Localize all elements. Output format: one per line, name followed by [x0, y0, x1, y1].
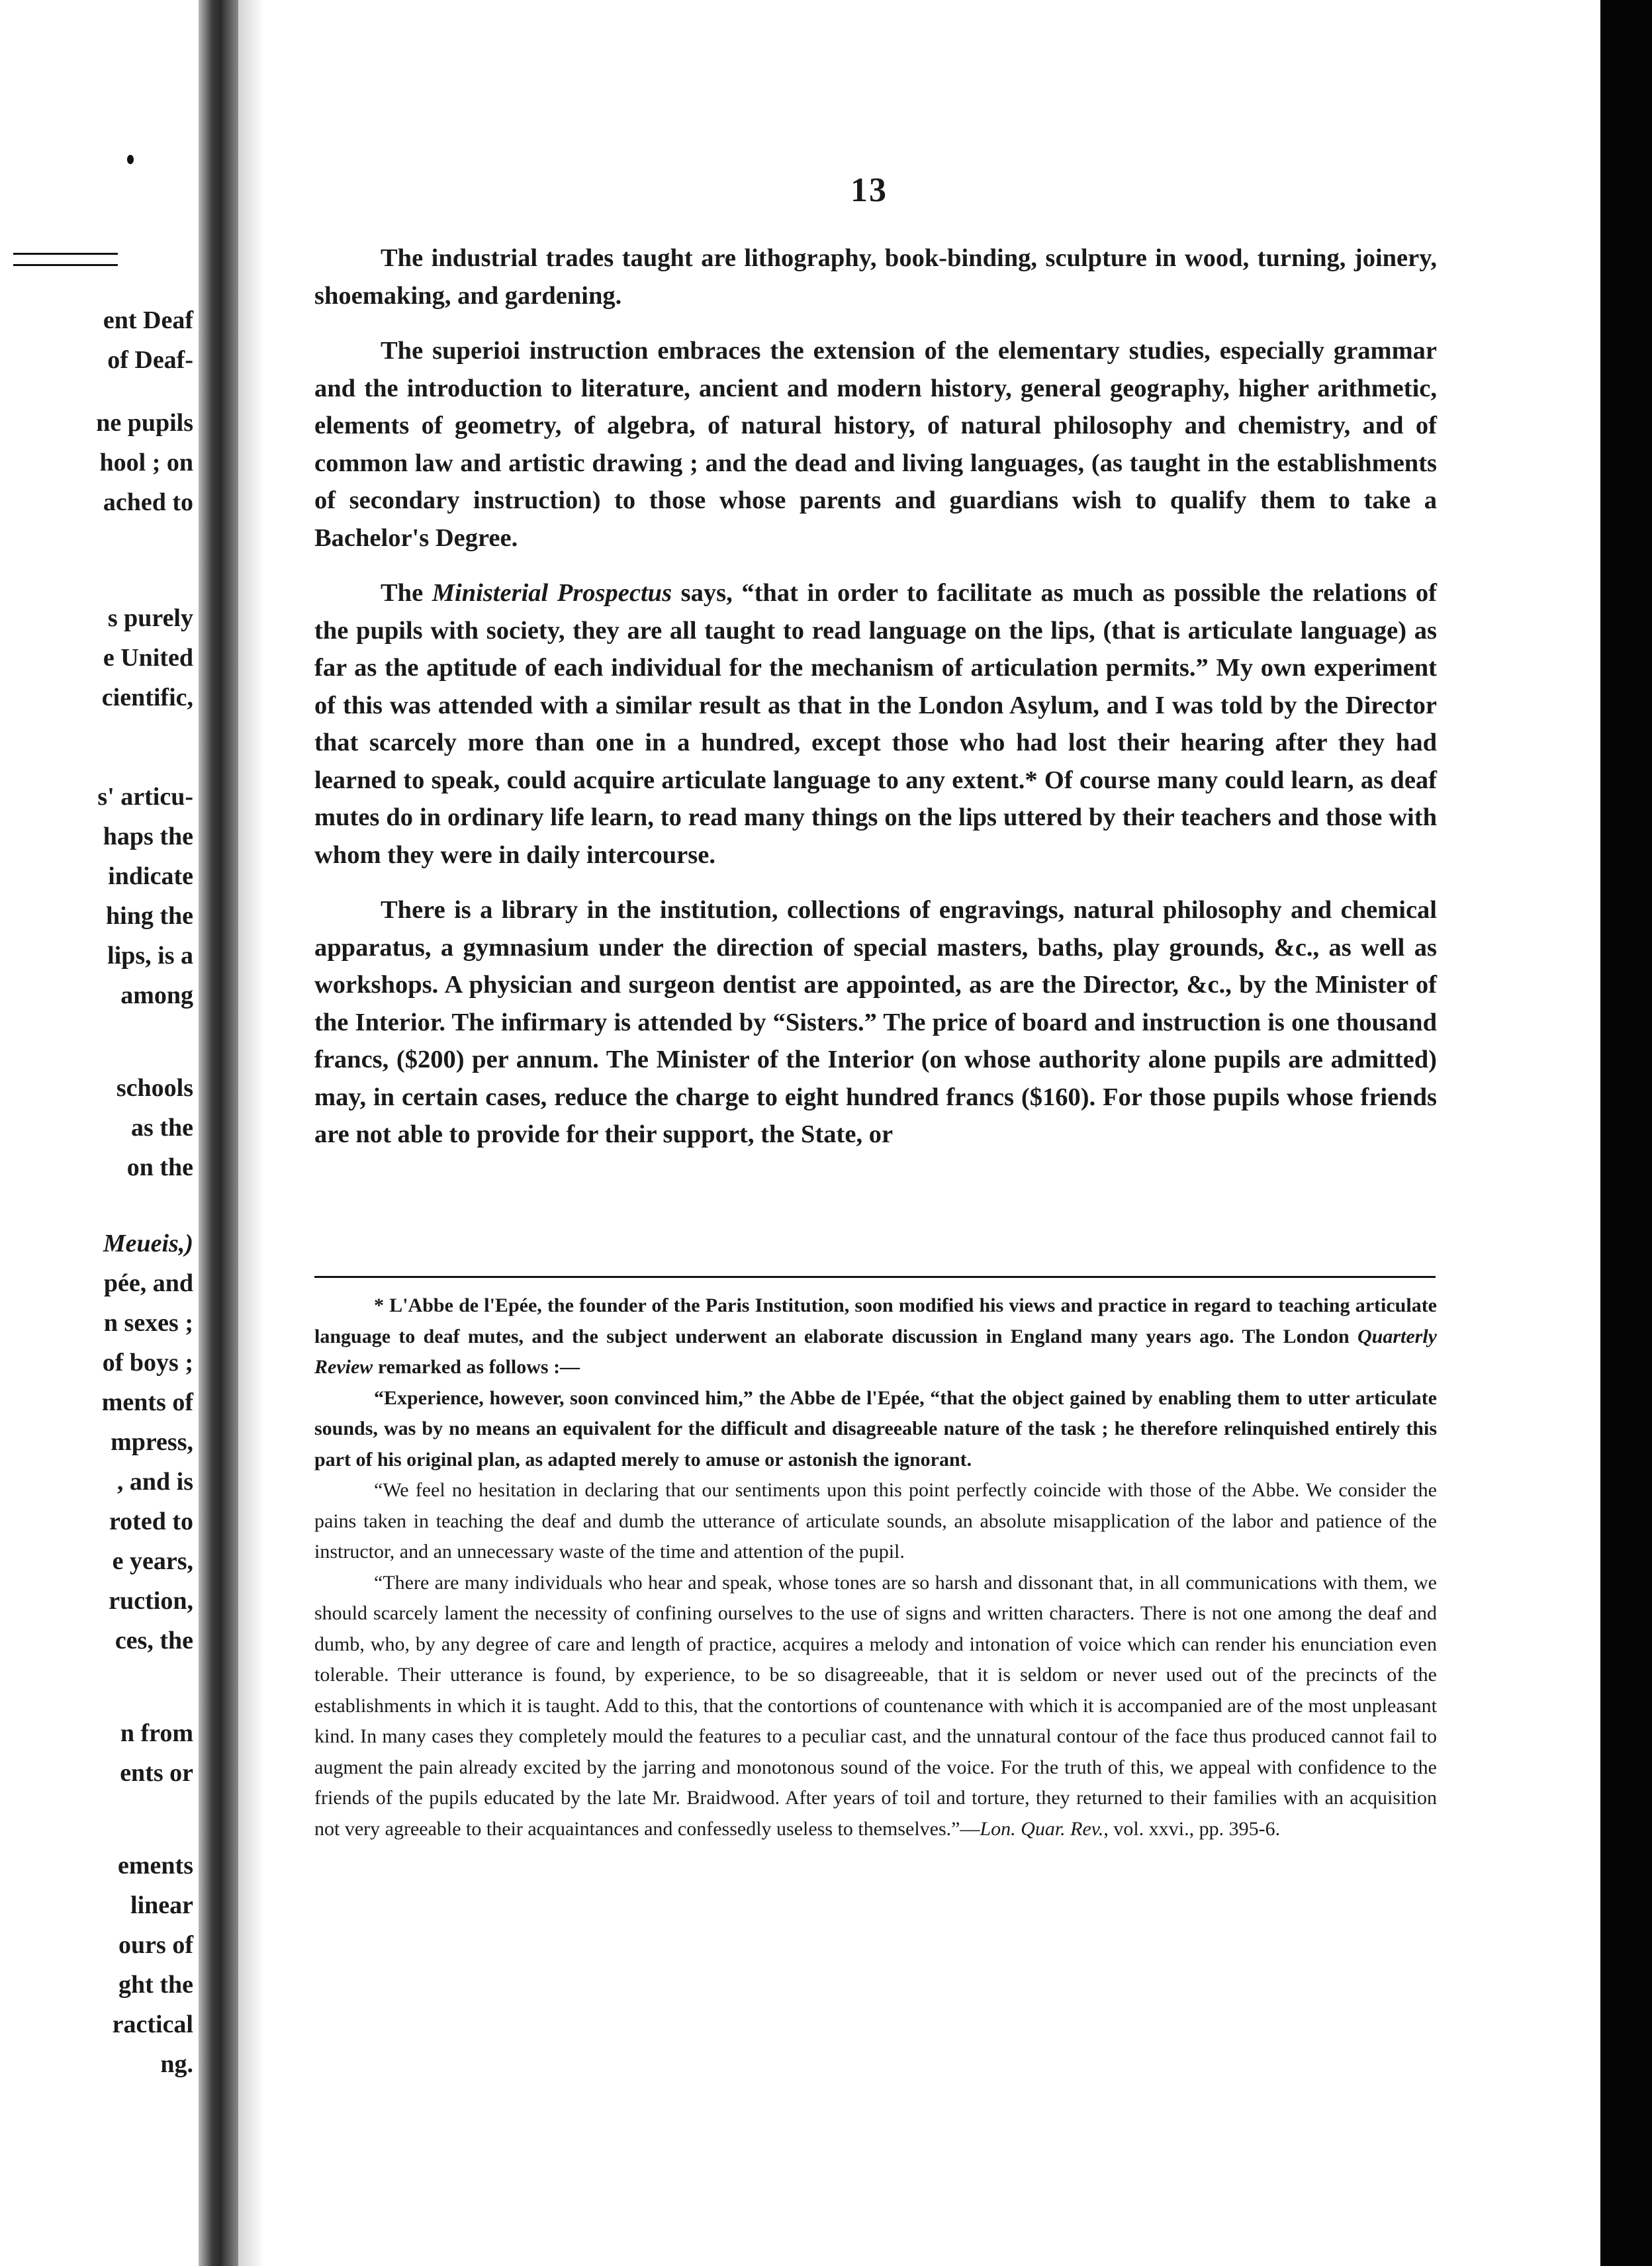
footnote-no-hesitation: “We feel no hesitation in declaring that our sentiments upon this point perfectly coincide with those of the Abbe. We consider the pains taken in teaching the deaf and dumb the utterance of articulate sounds, an absolute misapplication of the labor and patience of the instructor, and an unnecessary waste of the time and attention of the pupil.: [314, 1479, 1437, 1563]
left-page-line: ents or: [120, 1759, 193, 1787]
left-page-line: ached to: [103, 488, 193, 516]
left-page-line: n sexes ;: [103, 1309, 193, 1337]
page-number: 13: [850, 171, 888, 209]
left-page-line: e years,: [112, 1547, 193, 1575]
left-page-line: ractical: [112, 2011, 193, 2038]
left-page-line: ne pupils: [96, 409, 193, 437]
footnote-experience: “Experience, however, soon convinced him,” the Abbe de l'Epée, “that the object gained by enabling them to utter articulate sounds, was by no means an equivalent for the difficult and disagreeable nature of the task ; he therefore relinquished entirely this part of his original plan, as adapted merely to amuse or astonish the ignorant.: [314, 1386, 1437, 1471]
left-page-line: hool ; on: [99, 449, 193, 476]
left-page-line: of Deaf-: [107, 346, 193, 374]
paragraph-ministerial-prospectus: The Ministerial Prospectus says, “that in order to facilitate as much as possible the relations of the pupils with society, they are all taught to read language on the lips, (that is articulate language) as far as the aptitude of each individual for the mechanism of articulation permits.” My own experiment of this was attended with a similar result as that in the London Asylum, and I was told by the Director that scarcely more than one in a hundred, except those who had lost their hearing after they had learned to speak, could acquire articulate language to any extent.* Of course many could learn, as deaf mutes do in ordinary life learn, to read many things on the lips uttered by their teachers and those with whom they were in daily intercourse.: [314, 579, 1437, 869]
left-page-line: ours of: [118, 1931, 193, 1959]
left-page-line: haps the: [103, 823, 193, 850]
left-page-line: Meueis,): [103, 1230, 193, 1257]
left-page-line: ent Deaf: [103, 306, 193, 334]
left-page-line: ng.: [160, 2050, 193, 2078]
left-page-line: pée, and: [103, 1269, 193, 1297]
footnote-many-individuals: “There are many individuals who hear and speak, whose tones are so harsh and dissonant that, in all communications with them, we should scarcely lament the necessity of confining ourselves to the use of signs and written characters. There is not one among the deaf and dumb, who, by any degree of care and length of practice, acquires a melody and intonation of voice which can render his enunciation even tolerable. Their utterance is found, by experience, to be so disagreeable, that it is seldom or never used out of the precincts of the establishments in which it is taught. Add to this, that the contortions of countenance with which it is accompanied are of the most unpleasant kind. In many cases they completely mould the features to a peculiar cast, and the unnatural contour of the face thus produced cannot fail to augment the pain already excited by the jarring and monotonous sound of the voice. For the truth of this, we appeal with confidence to the friends of the pupils educated by the late Mr. Braidwood. After years of toil and torture, they returned to their families with an acquisition not very agreeable to their acquaintances and confessedly useless to themselves.”—Lon. Quar. Rev., vol. xxvi., pp. 395-6.: [314, 1571, 1437, 1840]
footnote-rule: [314, 1276, 1436, 1278]
left-page-line: linear: [130, 1891, 193, 1919]
left-page-line: lips, is a: [107, 942, 193, 970]
footnote-abbe-de-lepee: * L'Abbe de l'Epée, the founder of the Paris Institution, soon modified his views and practice in regard to teaching articulate language to deaf mutes, and the subject underwent an elaborate discussion in England many years ago. The London Quarterly Review remarked as follows :—: [314, 1294, 1437, 1378]
paragraph-superior-instruction: The superioi instruction embraces the extension of the elementary studies, especially grammar and the introduction to literature, ancient and modern history, general geography, higher arithmetic, elements of geometry, of algebra, of natural history, of natural philosophy and chemistry, and of common law and artistic drawing ; and the dead and living languages, (as taught in the establishments of secondary instruction) to those whose parents and guardians wish to qualify them to take a Bachelor's Degree.: [314, 337, 1437, 552]
left-page-line: ements: [118, 1852, 193, 1880]
left-page-line: as the: [131, 1114, 193, 1142]
gutter-shadow: [238, 0, 265, 2266]
double-rule: [13, 253, 118, 266]
left-page-line: on the: [126, 1154, 193, 1181]
left-page-line: , and is: [116, 1468, 193, 1496]
ink-speck: [127, 155, 134, 164]
citation: Lon. Quar. Rev.: [980, 1817, 1104, 1840]
left-page-line: ght the: [118, 1971, 193, 1999]
left-page-line: among: [120, 981, 193, 1009]
left-page-line: mpress,: [111, 1428, 193, 1456]
left-page-line: of boys ;: [102, 1349, 193, 1377]
left-page-line: roted to: [109, 1508, 193, 1535]
left-page-line: n from: [120, 1719, 193, 1747]
left-page-line: indicate: [108, 862, 193, 890]
left-page-line: ces, the: [115, 1627, 193, 1654]
left-page-line: cientific,: [101, 684, 193, 711]
left-page-line: s' articu-: [97, 783, 193, 811]
footnotes: [314, 1291, 1437, 1844]
paragraph-library: There is a library in the institution, collections of engravings, natural philosophy and chemical apparatus, a gymnasium under the direction of special masters, baths, play grounds, &c., as well as workshops. A physician and surgeon dentist are appointed, as are the Director, &c., by the Minister of the Interior. The infirmary is attended by “Sisters.” The price of board and instruction is one thousand francs, ($200) per annum. The Minister of the Interior (on whose authority alone pupils are admitted) may, in certain cases, reduce the charge to eight hundred francs ($160). For those pupils whose friends are not able to provide for their support, the State, or: [314, 896, 1437, 1148]
body-text: [314, 240, 1437, 1171]
left-page-line: ments of: [101, 1388, 193, 1416]
left-page-line: schools: [116, 1074, 193, 1102]
main-page: [301, 0, 1437, 2266]
italic-title: Ministerial Prospectus: [432, 579, 672, 607]
left-page-line: e United: [103, 644, 193, 672]
italic-title: Quarterly Review: [314, 1325, 1437, 1378]
left-page-line: hing the: [106, 902, 193, 930]
book-gutter: [199, 0, 238, 2266]
left-facing-page: [0, 0, 199, 2266]
left-page-line: ruction,: [109, 1587, 193, 1615]
left-page-line: s purely: [107, 604, 193, 632]
paragraph-industrial-trades: The industrial trades taught are lithography, book-binding, sculpture in wood, turning, joinery, shoemaking, and gardening.: [314, 244, 1437, 310]
scan-border: [1600, 0, 1652, 2266]
